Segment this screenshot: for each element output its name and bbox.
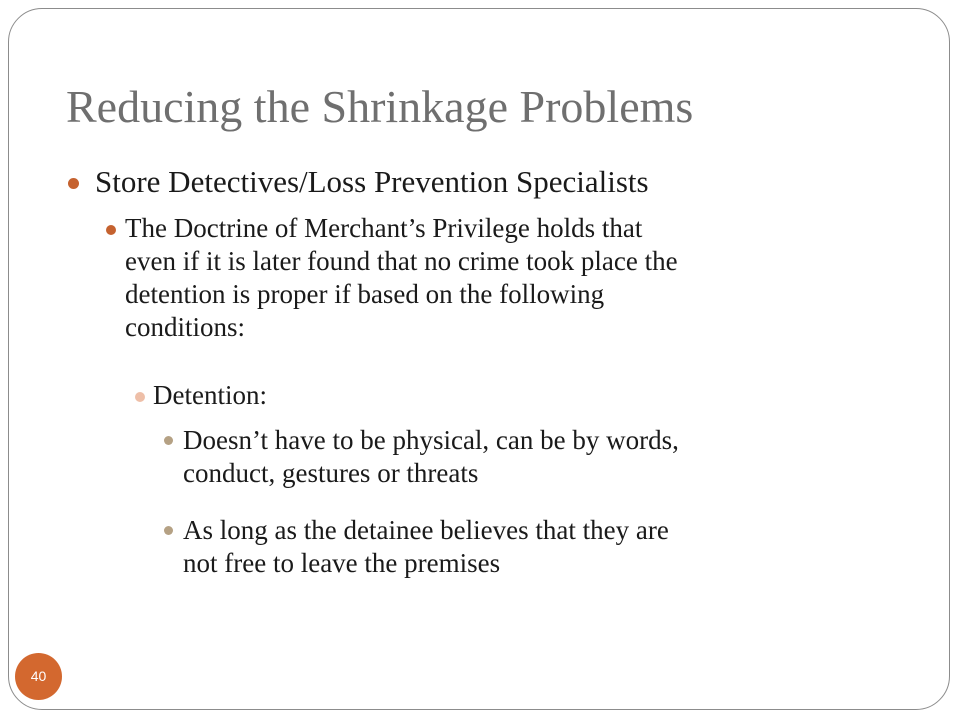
bullet-level2-line: even if it is later found that no crime took place the xyxy=(125,246,678,276)
bullet-level4a-text xyxy=(183,424,679,490)
bullet-level2-line: detention is proper if based on the following xyxy=(125,279,605,309)
bullet-level4b-line: As long as the detainee believes that they are xyxy=(183,515,669,545)
bullet-level4-icon xyxy=(164,526,173,535)
bullet-level2-icon xyxy=(106,225,116,235)
bullet-level4a-line: conduct, gestures or threats xyxy=(183,458,479,488)
bullet-level4b-text xyxy=(183,514,669,580)
bullet-level2-line: The Doctrine of Merchant’s Privilege holds that xyxy=(125,213,643,243)
bullet-level4b-line: not free to leave the premises xyxy=(183,548,501,578)
bullet-level3-text: Detention: xyxy=(153,380,267,410)
bullet-level1-icon xyxy=(68,178,79,189)
bullet-level3-icon xyxy=(135,392,145,402)
bullet-level1-text: Store Detectives/Loss Prevention Specialists xyxy=(95,164,649,199)
page-number-badge: 40 xyxy=(15,653,62,700)
bullet-level2-line: conditions: xyxy=(125,312,245,342)
slide-title: Reducing the Shrinkage Problems xyxy=(66,81,694,132)
bullet-level4a-line: Doesn’t have to be physical, can be by words, xyxy=(183,425,679,455)
bullet-level2-text xyxy=(125,212,678,344)
bullet-level4-icon xyxy=(164,436,173,445)
